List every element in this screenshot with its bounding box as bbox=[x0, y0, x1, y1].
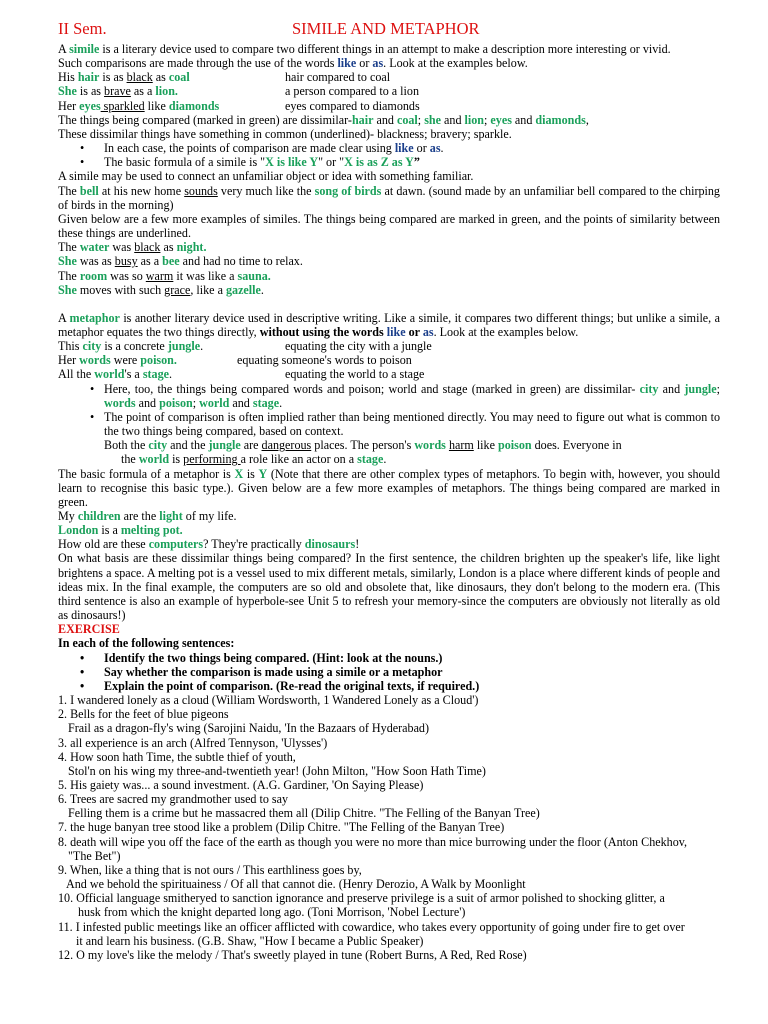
page-title: SIMILE AND METAPHOR bbox=[292, 19, 480, 38]
exercise-item-6-line-2: Felling them is a crime but he massacred them all (Dilip Chitre. "The Felling of the Banyan Tree) bbox=[68, 806, 540, 821]
exercise-item-10-line-2: husk from which the knight departed long ago. (Toni Morrison, 'Nobel Lecture') bbox=[78, 905, 466, 920]
metaphor-example-2: Her words were poison. equating someone's words to poison bbox=[58, 353, 412, 368]
metaphor-context-line-2: the world is performing a role like an actor on a stage. bbox=[121, 452, 387, 467]
simile-more-4: She moves with such grace, like a gazelle. bbox=[58, 282, 264, 297]
exercise-item-8-line-2: "The Bet") bbox=[68, 848, 121, 863]
exercise-item-4: 4. How soon hath Time, the subtle thief of youth, bbox=[58, 749, 296, 764]
exercise-item-8: 8. death will wipe you off the face of the earth as though you were no more than mice burrowing under the floor (Anton Chekhov, bbox=[58, 834, 688, 849]
simile-common-note: These dissimilar things have something in common (underlined)- blackness; bravery; sparkle. bbox=[58, 126, 512, 141]
exercise-item-4-line-2: Stol'n on his wing my three-and-twentieth year! (John Milton, "How Soon Hath Time) bbox=[68, 763, 486, 778]
exercise-item-2: 2. Bells for the feet of blue pigeons bbox=[58, 707, 229, 722]
page-header bbox=[58, 19, 720, 42]
exercise-item-10: 10. Official language smitheryed to sanction ignorance and preserve privilege is a suit of armor polished to shocking glitter, a bbox=[58, 891, 665, 906]
exercise-bullet-3: • Explain the point of comparison. (Re-read the original texts, if required.) bbox=[58, 679, 720, 693]
exercise-item-9: 9. When, like a thing that is not ours / This earthliness goes by, bbox=[58, 862, 362, 877]
exercise-instruction: In each of the following sentences: bbox=[58, 636, 235, 651]
exercise-heading: EXERCISE bbox=[58, 622, 120, 637]
exercise-item-1: 1. I wandered lonely as a cloud (William Wordsworth, 1 Wandered Lonely as a Cloud') bbox=[58, 693, 479, 708]
simile-familiar-note: A simile may be used to connect an unfamiliar object or idea with something familiar. bbox=[58, 169, 474, 184]
metaphor-explanation: On what basis are these dissimilar things being compared? In the first sentence, the children brighten up the speaker's life, like light brightens a space. A melting pot is a vessel used to mix different metals, similarly, London is a place where different kinds of people and ideas mix. In the final example, the computers are so old and obsolete that, like dinosaurs, they don't belong to the modern era. (This third sentence is also an example of hyperbole-see Unit 5 to refresh your memory-since the computers are obviously not literally as old as dinosaurs!) bbox=[58, 551, 720, 623]
exercise-item-11: 11. I infested public meetings like an officer afflicted with cowardice, who takes every opportunity of going under fire to get over bbox=[58, 919, 685, 934]
metaphor-more-3: How old are these computers? They're practically dinosaurs! bbox=[58, 537, 360, 552]
exercise-item-3: 3. all experience is an arch (Alfred Tennyson, 'Ulysses') bbox=[58, 735, 328, 750]
simile-bullet-1: • In each case, the points of comparison are made clear using like or as. bbox=[58, 141, 720, 155]
metaphor-example-1: This city is a concrete jungle. equating the city with a jungle bbox=[58, 339, 432, 354]
simile-more-1: The water was black as night. bbox=[58, 240, 207, 255]
metaphor-context-line-1: Both the city and the jungle are dangerous places. The person's words harm like poison does. Everyone in bbox=[104, 438, 622, 453]
simile-bullet-2: • The basic formula of a simile is "X is like Y" or "X is as Z as Y” bbox=[58, 155, 720, 169]
exercise-item-2-line-2: Frail as a dragon-fly's wing (Sarojini Naidu, 'In the Bazaars of Hyderabad) bbox=[68, 721, 430, 736]
simile-definition: A simile is a literary device used to compare two different things in an attempt to make a description more interesting or vivid. bbox=[58, 42, 671, 56]
metaphor-more-2: London is a melting pot. bbox=[58, 523, 183, 538]
simile-more-3: The room was so warm it was like a sauna. bbox=[58, 268, 271, 283]
metaphor-example-3: All the world's a stage. equating the world to a stage bbox=[58, 367, 425, 382]
exercise-item-12: 12. O my love's like the melody / That's sweetly played in tune (Robert Burns, A Red, Red Rose) bbox=[58, 947, 527, 962]
simile-words-note: Such comparisons are made through the use of the words like or as. Look at the examples below. bbox=[58, 56, 528, 71]
simile-bell-example: The bell at his new home sounds very much like the song of birds at dawn. (sound made by an unfamiliar bell compared to the chirping of birds in the morning) bbox=[58, 183, 720, 212]
semester-label: II Sem. bbox=[58, 19, 107, 38]
metaphor-formula: The basic formula of a metaphor is X is Y (Note that there are other complex types of metaphors. To begin with, however, you should learn to recognise this basic type.). Given below are a few more examples of metaphors. The things being compared are marked in green. bbox=[58, 466, 720, 509]
exercise-item-9-line-2: And we behold the spirituainess / Of all that cannot die. (Henry Derozio, A Walk by Moonlight bbox=[66, 877, 526, 892]
simile-example-1: His hair is as black as coal hair compared to coal bbox=[58, 70, 391, 85]
exercise-item-7: 7. the huge banyan tree stood like a problem (Dilip Chitre. "The Felling of the Banyan Tree) bbox=[58, 820, 505, 835]
exercise-bullet-1: • Identify the two things being compared. (Hint: look at the nouns.) bbox=[58, 651, 720, 665]
section-spacer bbox=[58, 297, 720, 311]
simile-example-3: Her eyes sparkled like diamonds eyes compared to diamonds bbox=[58, 98, 420, 113]
simile-more-examples-intro: Given below are a few more examples of similes. The things being compared are marked in green, and the points of similarity between these things are underlined. bbox=[58, 211, 720, 241]
metaphor-bullet-2: • The point of comparison is often implied rather than being mentioned directly. You may need to figure out what is common to the two things being compared, based on context. bbox=[58, 410, 720, 438]
exercise-item-5: 5. His gaiety was... a sound investment. (A.G. Gardiner, 'On Saying Please) bbox=[58, 777, 424, 792]
metaphor-more-1: My children are the light of my life. bbox=[58, 509, 237, 523]
metaphor-definition: A metaphor is another literary device used in descriptive writing. Like a simile, it compares two different things; but unlike a simile, a metaphor equates the two things directly, without using the words like or as. Look at the examples below. bbox=[58, 310, 720, 339]
exercise-bullet-2: • Say whether the comparison is made using a simile or a metaphor bbox=[58, 665, 720, 679]
exercise-item-11-line-2: it and learn his business. (G.B. Shaw, "How I became a Public Speaker) bbox=[76, 933, 424, 948]
exercise-item-6: 6. Trees are sacred my grandmother used to say bbox=[58, 792, 289, 807]
metaphor-bullet-1: • Here, too, the things being compared words and poison; world and stage (marked in green) are dissimilar- city and jungle; words and poison; world and stage. bbox=[58, 382, 720, 410]
simile-example-2: She is as brave as a lion. a person compared to a lion bbox=[58, 84, 419, 99]
simile-more-2: She was as busy as a bee and had no time to relax. bbox=[58, 254, 303, 269]
simile-dissimilar-note: The things being compared (marked in green) are dissimilar-hair and coal; she and lion; eyes and diamonds, bbox=[58, 112, 589, 127]
